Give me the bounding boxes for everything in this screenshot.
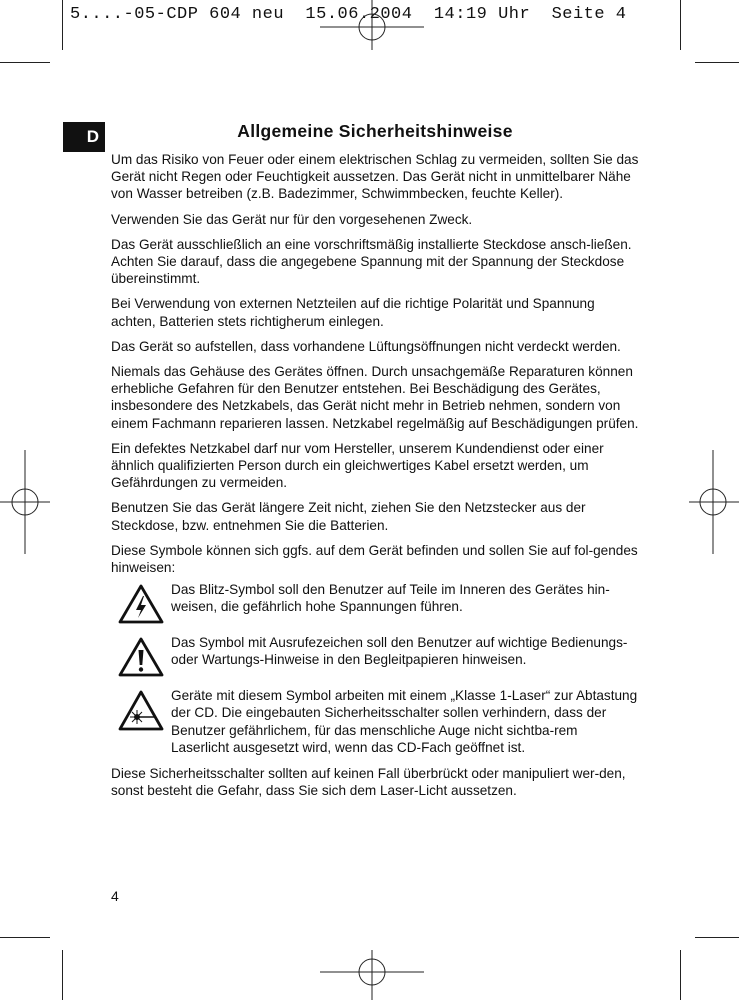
paragraph: Verwenden Sie das Gerät nur für den vorgesehenen Zweck. <box>111 211 473 227</box>
paragraph: Das Gerät ausschließlich an eine vorschriftsmäßig installierte Steckdose ansch-ließen. Achten Sie darauf, dass die angegebene Spannung mit der Spannung der Steckdose übereinstimmt. <box>111 236 632 287</box>
symbol-row-lightning <box>111 581 639 625</box>
crop-mark <box>0 937 50 938</box>
crop-mark <box>680 0 681 50</box>
language-tab: D <box>63 122 105 152</box>
lightning-warning-icon <box>117 583 165 625</box>
symbol-row-laser <box>111 687 639 756</box>
page-number: 4 <box>111 888 119 904</box>
registration-mark-right <box>689 450 739 554</box>
safety-instructions <box>111 151 639 807</box>
closing-paragraph: Diese Sicherheitsschalter sollten auf keinen Fall überbrückt oder manipuliert wer-den, sonst besteht die Gefahr, dass Sie sich dem Laser-Licht aussetzen. <box>111 766 626 799</box>
crop-mark <box>62 950 63 1000</box>
page-title: Allgemeine Sicherheitshinweise <box>237 121 513 141</box>
exclamation-warning-icon <box>117 636 165 678</box>
paragraph: Benutzen Sie das Gerät längere Zeit nicht, ziehen Sie den Netzstecker aus der Steckdose, bzw. entnehmen Sie die Batterien. <box>111 500 586 533</box>
paragraph: Niemals das Gehäuse des Gerätes öffnen. Durch unsachgemäße Reparaturen können erhebliche Gefahren für den Benutzer entstehen. Bei Beschädigung des Gerätes, insbesondere des Netzkabels, das Gerät nicht mehr in Betrieb nehmen, sondern von einem Fachmann reparieren lassen. Netzkabel regelmäßig auf Beschädigungen prüfen. <box>111 364 639 431</box>
paragraph: Um das Risiko von Feuer oder einem elektrischen Schlag zu vermeiden, sollten Sie das Gerät nicht Regen oder Feuchtigkeit aussetzen. Das Gerät nicht in unmittelbarer Nähe von Wasser betreiben (z.B. Badezimmer, Schwimmbecken, feuchte Keller). <box>111 152 639 202</box>
print-header: 5....-05-CDP 604 neu 15.06.2004 14:19 Uhr Seite 4 <box>70 5 627 24</box>
crop-mark <box>62 0 63 50</box>
registration-mark-left <box>0 450 50 554</box>
crop-mark <box>695 937 739 938</box>
paragraph: Bei Verwendung von externen Netzteilen auf die richtige Polarität und Spannung achten, Batterien stets richtigherum einlegen. <box>111 296 595 329</box>
symbol-description: Das Blitz-Symbol soll den Benutzer auf Teile im Inneren des Gerätes hin-weisen, die gefährlich hohe Spannungen führen. <box>171 582 610 615</box>
paragraph: Ein defektes Netzkabel darf nur vom Hersteller, unserem Kundendienst oder einer ähnlich qualifizierten Person durch ein gleichwertiges Kabel ersetzt werden, um Gefährdungen zu vermeiden. <box>111 440 604 491</box>
registration-mark-top <box>320 0 424 50</box>
symbol-description: Geräte mit diesem Symbol arbeiten mit einem „Klasse 1-Laser“ zur Abtastung der CD. Die eingebauten Sicherheitsschalter sollen verhindern, dass der Benutzer gefährlichem, für das menschliche Auge nicht sichtba-rem Laserlicht ausgesetzt wird, wenn das CD-Fach geöffnet ist. <box>171 688 638 755</box>
crop-mark <box>0 62 50 63</box>
paragraph: Das Gerät so aufstellen, dass vorhandene Lüftungsöffnungen nicht verdeckt werden. <box>111 338 621 354</box>
paragraph: Diese Symbole können sich ggfs. auf dem Gerät befinden und sollen Sie auf fol-gendes hinweisen: <box>111 542 638 576</box>
symbol-row-exclamation <box>111 634 639 678</box>
crop-mark <box>680 950 681 1000</box>
crop-mark <box>695 62 739 63</box>
symbol-description: Das Symbol mit Ausrufezeichen soll den Benutzer auf wichtige Bedienungs- oder Wartungs-Hinweise in den Begleitpapieren hinweisen. <box>171 635 628 668</box>
laser-warning-icon <box>117 689 165 735</box>
registration-mark-bottom <box>320 950 424 1000</box>
